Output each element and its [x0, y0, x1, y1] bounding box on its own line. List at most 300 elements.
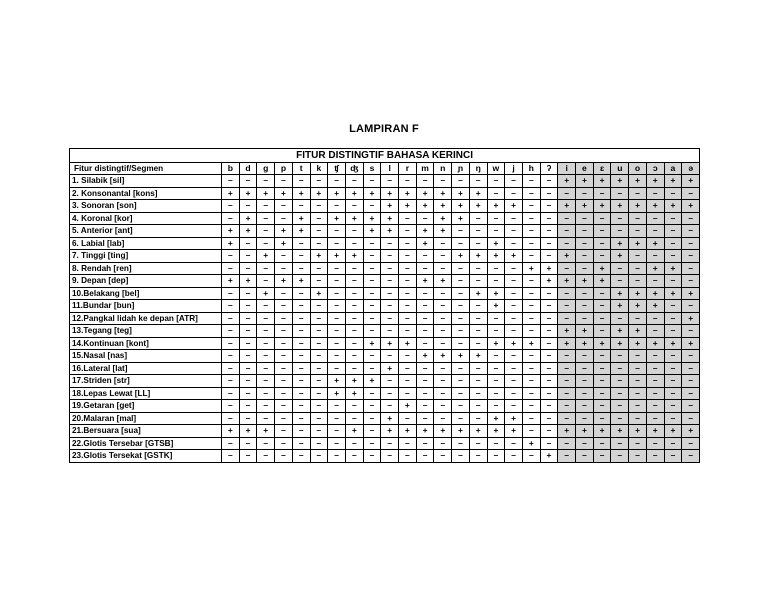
feature-value-cell: + [540, 275, 558, 288]
feature-value-cell: + [487, 200, 505, 213]
feature-value-cell: + [292, 212, 310, 225]
feature-value-cell: – [222, 337, 240, 350]
feature-value-cell: – [452, 375, 470, 388]
feature-value-cell: – [328, 425, 346, 438]
feature-value-cell: – [363, 200, 381, 213]
feature-value-cell: – [310, 400, 328, 413]
feature-value-cell: – [257, 325, 275, 338]
feature-value-cell: + [399, 425, 417, 438]
feature-value-cell: + [416, 425, 434, 438]
feature-value-cell: – [452, 450, 470, 463]
feature-value-cell: – [239, 450, 257, 463]
feature-value-cell: – [629, 362, 647, 375]
feature-value-cell: – [452, 400, 470, 413]
segment-header: ʔ [540, 162, 558, 175]
feature-value-cell: – [222, 212, 240, 225]
feature-value-cell: – [416, 412, 434, 425]
feature-value-cell: – [682, 225, 700, 238]
feature-value-cell: – [239, 437, 257, 450]
feature-value-cell: + [239, 225, 257, 238]
feature-value-cell: – [646, 212, 664, 225]
feature-value-cell: – [328, 412, 346, 425]
feature-value-cell: – [292, 300, 310, 313]
feature-value-cell: – [328, 225, 346, 238]
feature-value-cell: – [611, 225, 629, 238]
feature-value-cell: + [593, 175, 611, 188]
feature-value-cell: – [381, 237, 399, 250]
feature-value-cell: – [682, 325, 700, 338]
feature-value-cell: – [381, 275, 399, 288]
feature-value-cell: – [452, 287, 470, 300]
feature-value-cell: + [292, 275, 310, 288]
feature-value-cell: + [576, 337, 594, 350]
feature-value-cell: – [345, 237, 363, 250]
feature-value-cell: + [469, 250, 487, 263]
feature-value-cell: – [469, 400, 487, 413]
feature-value-cell: + [611, 175, 629, 188]
feature-value-cell: – [381, 300, 399, 313]
feature-value-cell: – [381, 325, 399, 338]
feature-value-cell: + [416, 237, 434, 250]
segment-header: r [399, 162, 417, 175]
table-title-row [70, 149, 700, 163]
feature-value-cell: + [257, 250, 275, 263]
feature-value-cell: + [275, 187, 293, 200]
feature-value-cell: – [222, 375, 240, 388]
feature-value-cell: – [452, 412, 470, 425]
feature-value-cell: + [664, 175, 682, 188]
feature-value-cell: + [611, 250, 629, 263]
feature-label: 10.Belakang [bel] [70, 287, 222, 300]
feature-value-cell: + [257, 187, 275, 200]
feature-value-cell: – [487, 437, 505, 450]
segment-header: ʤ [345, 162, 363, 175]
feature-value-cell: – [257, 200, 275, 213]
feature-value-cell: + [345, 250, 363, 263]
feature-value-cell: + [222, 237, 240, 250]
feature-value-cell: – [310, 362, 328, 375]
feature-value-cell: – [522, 250, 540, 263]
feature-value-cell: – [522, 237, 540, 250]
feature-value-cell: + [540, 262, 558, 275]
feature-value-cell: – [257, 300, 275, 313]
feature-value-cell: – [646, 437, 664, 450]
feature-value-cell: – [292, 312, 310, 325]
feature-value-cell: – [381, 287, 399, 300]
feature-value-cell: – [646, 187, 664, 200]
feature-value-cell: – [345, 325, 363, 338]
feature-value-cell: + [664, 262, 682, 275]
segment-header: h [522, 162, 540, 175]
feature-value-cell: – [399, 387, 417, 400]
feature-value-cell: + [593, 200, 611, 213]
feature-value-cell: – [345, 175, 363, 188]
feature-value-cell: + [275, 237, 293, 250]
feature-value-cell: – [611, 350, 629, 363]
feature-value-cell: – [646, 400, 664, 413]
feature-value-cell: – [310, 412, 328, 425]
feature-value-cell: – [558, 237, 576, 250]
feature-value-cell: – [469, 175, 487, 188]
feature-value-cell: – [522, 312, 540, 325]
feature-value-cell: – [310, 437, 328, 450]
feature-value-cell: – [540, 212, 558, 225]
feature-label: 5. Anterior [ant] [70, 225, 222, 238]
feature-value-cell: – [345, 400, 363, 413]
feature-value-cell: + [381, 187, 399, 200]
feature-value-cell: – [275, 200, 293, 213]
feature-value-cell: – [345, 262, 363, 275]
feature-value-cell: – [434, 300, 452, 313]
feature-value-cell: – [416, 300, 434, 313]
feature-value-cell: – [540, 375, 558, 388]
segment-header: t [292, 162, 310, 175]
feature-value-cell: – [593, 450, 611, 463]
feature-value-cell: – [505, 362, 523, 375]
feature-value-cell: + [416, 187, 434, 200]
feature-value-cell: – [452, 337, 470, 350]
feature-value-cell: + [558, 250, 576, 263]
feature-value-cell: – [540, 362, 558, 375]
feature-value-cell: – [611, 362, 629, 375]
feature-value-cell: – [399, 225, 417, 238]
feature-label: 14.Kontinuan [kont] [70, 337, 222, 350]
feature-value-cell: – [239, 175, 257, 188]
feature-value-cell: – [522, 412, 540, 425]
feature-label: 1. Silabik [sil] [70, 175, 222, 188]
feature-value-cell: – [257, 450, 275, 463]
feature-value-cell: – [416, 400, 434, 413]
feature-value-cell: + [487, 250, 505, 263]
feature-value-cell: – [540, 225, 558, 238]
feature-value-cell: + [363, 337, 381, 350]
feature-value-cell: – [275, 437, 293, 450]
feature-value-cell: – [434, 375, 452, 388]
feature-value-cell: – [558, 375, 576, 388]
feature-value-cell: + [275, 225, 293, 238]
feature-value-cell: – [593, 412, 611, 425]
feature-value-cell: – [540, 325, 558, 338]
feature-value-cell: – [522, 275, 540, 288]
feature-value-cell: – [239, 400, 257, 413]
feature-value-cell: – [363, 400, 381, 413]
feature-value-cell: – [629, 387, 647, 400]
segment-header: w [487, 162, 505, 175]
feature-value-cell: – [593, 250, 611, 263]
feature-value-cell: – [522, 400, 540, 413]
feature-value-cell: + [469, 287, 487, 300]
feature-value-cell: – [664, 387, 682, 400]
feature-value-cell: + [558, 200, 576, 213]
feature-value-cell: – [399, 412, 417, 425]
feature-value-cell: – [522, 362, 540, 375]
feature-value-cell: – [452, 300, 470, 313]
feature-value-cell: + [558, 175, 576, 188]
feature-value-cell: – [222, 200, 240, 213]
feature-value-cell: – [558, 350, 576, 363]
feature-value-cell: – [434, 312, 452, 325]
feature-value-cell: – [629, 350, 647, 363]
feature-value-cell: – [611, 412, 629, 425]
feature-value-cell: – [363, 175, 381, 188]
feature-value-cell: – [275, 400, 293, 413]
feature-value-cell: – [434, 450, 452, 463]
feature-value-cell: + [558, 275, 576, 288]
feature-value-cell: + [682, 287, 700, 300]
feature-value-cell: – [682, 362, 700, 375]
feature-label: 8. Rendah [ren] [70, 262, 222, 275]
feature-value-cell: – [292, 362, 310, 375]
feature-value-cell: – [292, 325, 310, 338]
feature-value-cell: – [345, 275, 363, 288]
feature-label: 17.Striden [str] [70, 375, 222, 388]
feature-value-cell: + [416, 225, 434, 238]
feature-value-cell: – [345, 337, 363, 350]
feature-value-cell: – [576, 362, 594, 375]
feature-value-cell: + [593, 425, 611, 438]
segment-header: j [505, 162, 523, 175]
feature-value-cell: – [257, 387, 275, 400]
feature-value-cell: – [257, 437, 275, 450]
feature-value-cell: + [381, 225, 399, 238]
feature-value-cell: – [540, 425, 558, 438]
feature-value-cell: – [275, 412, 293, 425]
feature-value-cell: – [275, 300, 293, 313]
feature-value-cell: – [275, 387, 293, 400]
feature-value-cell: + [452, 200, 470, 213]
feature-value-cell: – [399, 312, 417, 325]
feature-value-cell: – [363, 237, 381, 250]
feature-value-cell: – [222, 400, 240, 413]
feature-value-cell: – [664, 362, 682, 375]
table-row [70, 337, 700, 350]
feature-value-cell: – [646, 250, 664, 263]
feature-value-cell: + [292, 187, 310, 200]
feature-value-cell: + [222, 187, 240, 200]
feature-value-cell: – [416, 337, 434, 350]
feature-value-cell: – [239, 200, 257, 213]
feature-value-cell: + [434, 225, 452, 238]
segment-header: g [257, 162, 275, 175]
feature-value-cell: + [239, 212, 257, 225]
feature-value-cell: – [275, 450, 293, 463]
table-row [70, 362, 700, 375]
feature-value-cell: + [682, 337, 700, 350]
table-row [70, 387, 700, 400]
feature-value-cell: – [363, 412, 381, 425]
feature-value-cell: + [487, 337, 505, 350]
feature-value-cell: – [399, 325, 417, 338]
feature-value-cell: – [239, 325, 257, 338]
feature-value-cell: – [505, 312, 523, 325]
feature-value-cell: – [257, 312, 275, 325]
segment-header: l [381, 162, 399, 175]
feature-value-cell: – [576, 450, 594, 463]
feature-value-cell: + [469, 425, 487, 438]
feature-value-cell: – [593, 362, 611, 375]
table-row [70, 237, 700, 250]
feature-value-cell: – [399, 237, 417, 250]
table-row [70, 275, 700, 288]
feature-value-cell: – [682, 387, 700, 400]
feature-value-cell: + [399, 187, 417, 200]
feature-value-cell: – [593, 225, 611, 238]
feature-value-cell: – [522, 187, 540, 200]
feature-value-cell: – [682, 212, 700, 225]
feature-value-cell: – [593, 350, 611, 363]
feature-value-cell: + [310, 250, 328, 263]
feature-value-cell: – [292, 400, 310, 413]
feature-value-cell: – [469, 412, 487, 425]
feature-value-cell: – [416, 250, 434, 263]
feature-value-cell: – [275, 312, 293, 325]
feature-value-cell: – [363, 325, 381, 338]
feature-value-cell: – [487, 350, 505, 363]
segment-header: ɛ [593, 162, 611, 175]
feature-value-cell: – [469, 325, 487, 338]
feature-value-cell: – [257, 237, 275, 250]
feature-value-cell: – [540, 187, 558, 200]
feature-value-cell: – [576, 412, 594, 425]
feature-value-cell: – [416, 312, 434, 325]
feature-value-cell: – [363, 300, 381, 313]
feature-value-cell: – [646, 350, 664, 363]
feature-value-cell: – [239, 300, 257, 313]
feature-value-cell: + [646, 287, 664, 300]
feature-value-cell: – [611, 387, 629, 400]
feature-value-cell: + [664, 337, 682, 350]
feature-value-cell: + [310, 287, 328, 300]
feature-label: 19.Getaran [get] [70, 400, 222, 413]
feature-value-cell: – [664, 187, 682, 200]
corner-header: Fitur distingtif/Segmen [70, 162, 222, 175]
feature-value-cell: – [345, 225, 363, 238]
feature-value-cell: – [469, 212, 487, 225]
feature-value-cell: – [363, 250, 381, 263]
table-body [70, 175, 700, 463]
feature-value-cell: – [469, 450, 487, 463]
feature-value-cell: – [487, 362, 505, 375]
feature-value-cell: + [646, 237, 664, 250]
feature-value-cell: – [381, 400, 399, 413]
feature-value-cell: + [629, 237, 647, 250]
feature-value-cell: – [505, 237, 523, 250]
feature-value-cell: – [452, 225, 470, 238]
table-row [70, 225, 700, 238]
feature-label: 4. Koronal [kor] [70, 212, 222, 225]
feature-value-cell: – [239, 287, 257, 300]
feature-value-cell: + [328, 212, 346, 225]
feature-value-cell: – [452, 325, 470, 338]
feature-value-cell: + [540, 450, 558, 463]
feature-value-cell: – [416, 212, 434, 225]
feature-value-cell: – [328, 362, 346, 375]
feature-value-cell: – [682, 237, 700, 250]
feature-value-cell: – [434, 237, 452, 250]
feature-value-cell: – [558, 212, 576, 225]
segment-header: u [611, 162, 629, 175]
feature-value-cell: + [452, 425, 470, 438]
feature-value-cell: – [682, 350, 700, 363]
feature-value-cell: – [469, 312, 487, 325]
feature-value-cell: + [399, 200, 417, 213]
feature-value-cell: – [363, 362, 381, 375]
feature-value-cell: – [381, 450, 399, 463]
feature-value-cell: – [257, 212, 275, 225]
feature-value-cell: + [505, 200, 523, 213]
table-row [70, 175, 700, 188]
feature-value-cell: + [434, 187, 452, 200]
feature-value-cell: – [292, 375, 310, 388]
feature-value-cell: + [328, 187, 346, 200]
feature-value-cell: + [629, 300, 647, 313]
feature-value-cell: + [434, 350, 452, 363]
feature-value-cell: + [558, 425, 576, 438]
feature-value-cell: – [292, 250, 310, 263]
feature-value-cell: + [345, 375, 363, 388]
feature-value-cell: + [576, 275, 594, 288]
feature-value-cell: + [576, 425, 594, 438]
feature-value-cell: + [345, 212, 363, 225]
feature-value-cell: – [239, 362, 257, 375]
segment-header: i [558, 162, 576, 175]
feature-value-cell: + [505, 425, 523, 438]
feature-value-cell: – [257, 362, 275, 375]
feature-value-cell: – [487, 450, 505, 463]
feature-value-cell: – [416, 175, 434, 188]
feature-value-cell: – [310, 300, 328, 313]
table-row [70, 437, 700, 450]
feature-value-cell: + [522, 437, 540, 450]
feature-value-cell: – [239, 312, 257, 325]
feature-value-cell: – [540, 387, 558, 400]
feature-value-cell: – [664, 400, 682, 413]
feature-value-cell: – [452, 175, 470, 188]
feature-value-cell: – [239, 250, 257, 263]
feature-value-cell: – [522, 212, 540, 225]
feature-value-cell: – [629, 312, 647, 325]
feature-value-cell: – [611, 275, 629, 288]
feature-value-cell: – [487, 262, 505, 275]
feature-value-cell: – [363, 287, 381, 300]
feature-value-cell: – [505, 225, 523, 238]
feature-value-cell: + [576, 175, 594, 188]
feature-value-cell: – [558, 362, 576, 375]
feature-value-cell: – [310, 350, 328, 363]
feature-value-cell: – [381, 350, 399, 363]
feature-value-cell: – [664, 450, 682, 463]
feature-value-cell: – [576, 375, 594, 388]
feature-value-cell: – [222, 437, 240, 450]
feature-value-cell: – [576, 350, 594, 363]
feature-value-cell: – [558, 437, 576, 450]
feature-value-cell: – [328, 287, 346, 300]
feature-value-cell: – [434, 287, 452, 300]
feature-value-cell: – [310, 337, 328, 350]
feature-value-cell: + [239, 275, 257, 288]
feature-value-cell: – [381, 437, 399, 450]
feature-value-cell: – [505, 375, 523, 388]
feature-value-cell: – [593, 325, 611, 338]
feature-value-cell: – [222, 250, 240, 263]
feature-value-cell: – [328, 437, 346, 450]
feature-value-cell: – [257, 275, 275, 288]
feature-value-cell: – [664, 225, 682, 238]
feature-value-cell: + [505, 412, 523, 425]
feature-value-cell: – [487, 400, 505, 413]
feature-value-cell: + [310, 187, 328, 200]
feature-value-cell: – [452, 437, 470, 450]
